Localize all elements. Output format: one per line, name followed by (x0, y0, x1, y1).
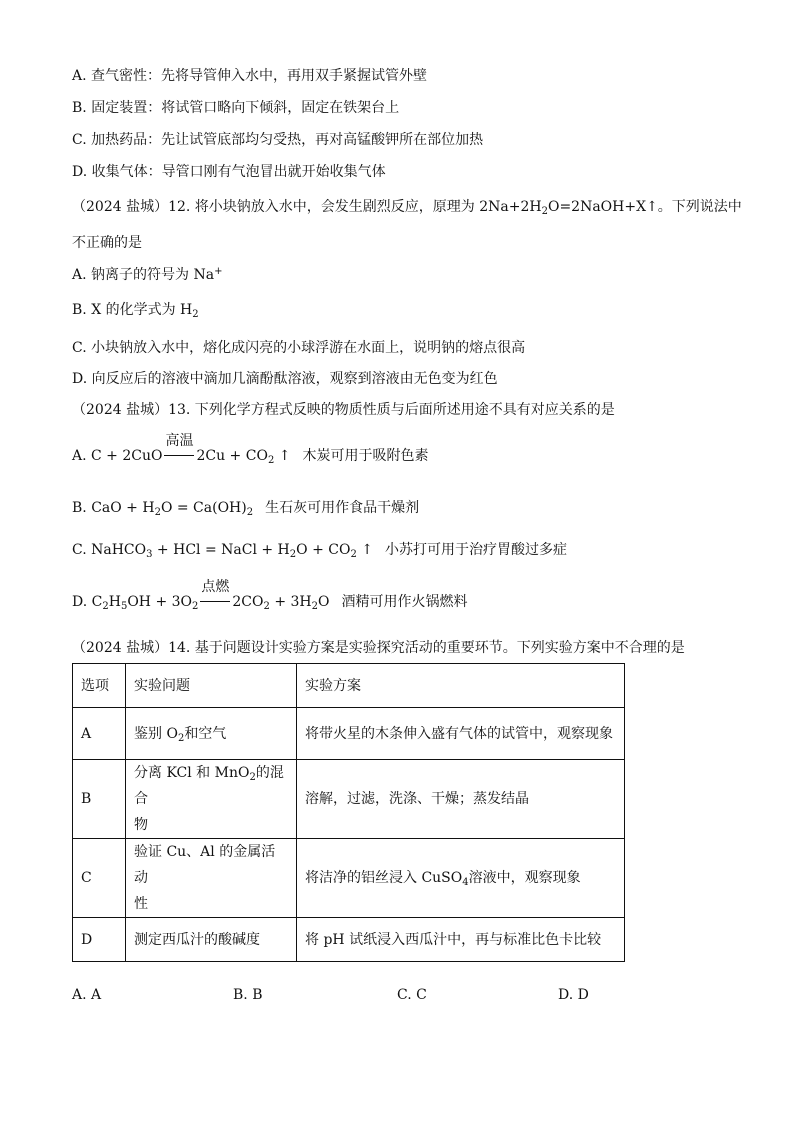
table-header-cell: 选项 (73, 664, 126, 708)
table-row (73, 760, 625, 839)
q12-option-a (72, 266, 222, 284)
q12-stem-line2: 不正确的是 (72, 235, 142, 251)
q11-option-a: A. 查气密性：先将导管伸入水中，再用双手紧握试管外壁 (72, 68, 428, 84)
q11-option-b: B. 固定装置：将试管口略向下倾斜，固定在铁架台上 (72, 100, 400, 116)
answer-option-c[interactable]: C. C (397, 987, 427, 1003)
q14-stem: （2024 盐城）14. 基于问题设计实验方案是实验探究活动的重要环节。下列实验方案中不合理的是 (72, 640, 685, 656)
q13-b-eq: B. CaO + H (72, 500, 155, 516)
q13-d-eq6: O (318, 594, 330, 610)
problem-cell: 分离 KCl 和 MnO$_2$的混合 物 (126, 760, 297, 839)
table-header-cell: 实验问题 (126, 664, 297, 708)
problem-text: 物 (134, 817, 148, 833)
plan-cell: 将 pH 试纸浸入西瓜汁中，再与标准比色卡比较 (297, 918, 625, 962)
plan-text: 溶液中，观察现象 (468, 870, 581, 886)
plan-text: 将洁净的铝丝浸入 CuSO (305, 870, 463, 886)
q12-option-c: C. 小块钠放入水中，熔化成闪亮的小球浮游在水面上，说明钠的熔点很高 (72, 340, 526, 356)
problem-text: 分离 KCl 和 MnO (134, 765, 250, 781)
q12-stem-prefix: （2024 盐城）12. 将小块钠放入水中，会发生剧烈反应，原理为 2Na+2H (72, 199, 542, 215)
plan-cell: 溶解，过滤，洗涤、干燥；蒸发结晶 (297, 760, 625, 839)
q12-option-b-text: B. X 的化学式为 H (72, 302, 193, 318)
problem-text: 鉴别 O (134, 725, 178, 742)
q13-c-use: 小苏打可用于治疗胃酸过多症 (385, 542, 568, 558)
table-row (73, 839, 625, 918)
table-header-row (73, 664, 625, 708)
option-cell: B (73, 760, 126, 839)
q13-a-eq-right: 2Cu + CO (196, 448, 268, 464)
q12-option-a-sup: + (214, 266, 223, 277)
q13-option-b: B. CaO + $H_2O = Ca(OH)_2$ 生石灰可用作食品干燥剂 (72, 500, 420, 518)
answer-option-b[interactable]: B. B (233, 987, 263, 1003)
option-cell: A (73, 708, 126, 760)
q12-option-d: D. 向反应后的溶液中滴加几滴酚酞溶液，观察到溶液由无色变为红色 (72, 371, 498, 387)
table-header-cell: 实验方案 (297, 664, 625, 708)
q13-b-use: 生石灰可用作食品干燥剂 (265, 500, 420, 516)
q13-d-eq2: H (108, 594, 121, 610)
option-cell: D (73, 918, 126, 962)
q11-option-d: D. 收集气体：导管口刚有气泡冒出就开始收集气体 (72, 164, 386, 180)
q13-b-eq2: O = Ca(OH) (160, 500, 247, 516)
q13-d-eq: D. C (72, 594, 103, 610)
q12-option-b: B. X 的化学式为 $H_2$ (72, 302, 199, 320)
q13-d-use: 酒精可用作火锅燃料 (341, 594, 468, 610)
problem-text: 和空气 (184, 725, 227, 742)
condition-mark (164, 433, 194, 465)
q13-stem: （2024 盐城）13. 下列化学方程式反映的物质性质与后面所述用途不具有对应关系的是 (72, 402, 615, 418)
q13-option-d: D. $C_2H_5OH + 3O_2$ 点燃 $2CO_2 + 3H_2O$ 酒精可用作火锅燃料 (72, 579, 468, 612)
problem-text: 性 (134, 896, 148, 912)
q13-a-eq-left: A. C + 2CuO (72, 448, 163, 464)
table-row (73, 708, 625, 760)
q13-d-eq4: 2CO (232, 594, 264, 610)
condition-label: 高温 (165, 433, 194, 449)
q13-a-use: 木炭可用于吸附色素 (302, 448, 429, 464)
problem-text: 验证 Cu、Al 的金属活动 (134, 844, 276, 886)
q13-option-c: C. NaHCO$_3$ + HCl = NaCl + $H_2O + CO_2$ ↑ 小苏打可用于治疗胃酸过多症 (72, 542, 568, 560)
problem-cell (126, 839, 297, 918)
q13-c-eq3: O + CO (296, 542, 351, 558)
condition-label: 点燃 (201, 579, 230, 595)
experiment-table (72, 663, 625, 962)
q13-d-eq3: OH + 3O (127, 594, 193, 610)
q12-stem: （2024 盐城）12. 将小块钠放入水中，会发生剧烈反应，原理为 $2Na+2H_2O=2NaOH+X↑$。下列说法中 (72, 199, 742, 217)
table-row (73, 918, 625, 962)
plan-cell: 将洁净的铝丝浸入 CuSO$_4$溶液中，观察现象 (297, 839, 625, 918)
condition-mark (200, 579, 230, 611)
answer-option-d[interactable]: D. D (558, 987, 589, 1003)
problem-cell: 测定西瓜汁的酸碱度 (126, 918, 297, 962)
answer-option-a[interactable]: A. A (72, 987, 102, 1003)
problem-text: 的混合 (134, 765, 284, 807)
option-cell: C (73, 839, 126, 918)
q13-d-eq5: + 3H (269, 594, 312, 610)
q13-option-a: A. C + 2CuO 高温 $2Cu + CO_2$ ↑ 木炭可用于吸附色素 (72, 433, 429, 466)
plan-cell: 将带火星的木条伸入盛有气体的试管中，观察现象 (297, 708, 625, 760)
q12-option-a-text: A. 钠离子的符号为 Na (72, 267, 215, 283)
problem-cell: 鉴别 $O_2$和空气 (126, 708, 297, 760)
q13-c-eq: C. NaHCO (72, 542, 147, 558)
q12-stem-mid: O=2NaOH+X↑。下列说法中 (547, 199, 742, 215)
q11-option-c: C. 加热药品：先让试管底部均匀受热，再对高锰酸钾所在部位加热 (72, 132, 484, 148)
q13-c-eq2: + HCl = NaCl + H (152, 542, 290, 558)
